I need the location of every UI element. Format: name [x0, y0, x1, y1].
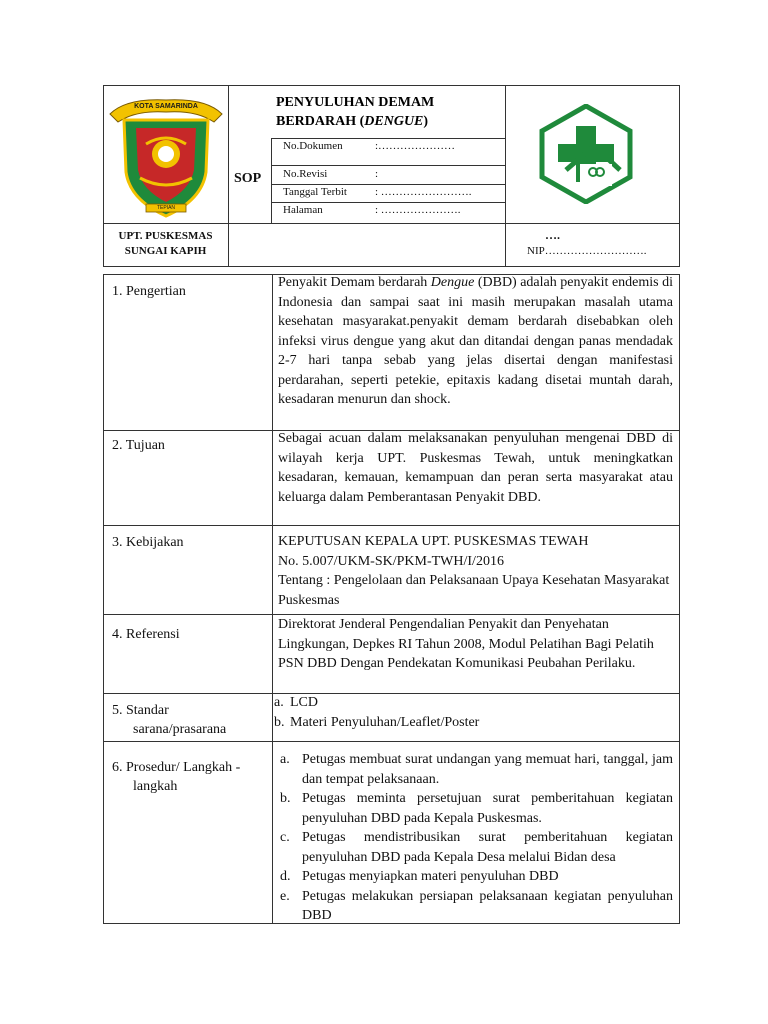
- section-text-referensi: Direktorat Jenderal Pengendalian Penyakit dan Penyehatan Lingkungan, Depkes RI Tahun 2008, Modul Pelatihan Bagi Pelatih PSN DBD Dengan Pendekatan Komunikasi Peubahan Perilaku.: [278, 617, 654, 671]
- section-label-kebijakan: 3. Kebijakan: [112, 535, 184, 550]
- header-rule-field-2: [271, 184, 505, 185]
- header-divider-2: [505, 85, 506, 267]
- field-tanggal-value: : …………………….: [375, 186, 472, 198]
- pengertian-text-2: (DBD) adalah penyakit endemis di Indonesia dan sampai saat ini masih merupakan masalah utama kesehatan masyarakat.penyakit demam berdarah disebabkan oleh infeksi virus dengue yang akut dan ditandai dengan panas mendadak 2-7 hari tanpa sebab yang jelas disertai dengan manifestasi perdarahan, seperti petekie, epitaxis kadang disetai muntah darah, kesadaran menurun dan shock.: [278, 275, 673, 407]
- field-halaman-label: Halaman: [283, 204, 323, 216]
- list-item: [280, 867, 673, 887]
- unit-name-line-2: SUNGAI KAPIH: [124, 245, 207, 257]
- field-no-revisi-label: No.Revisi: [283, 168, 328, 180]
- section-label-prosedur: [112, 758, 240, 796]
- field-no-dokumen-label: No.Dokumen: [283, 140, 343, 152]
- section-text-pengertian: [278, 273, 673, 410]
- body-column-divider: [272, 274, 273, 924]
- city-emblem: [106, 92, 226, 222]
- field-halaman-value: : ………………….: [375, 204, 461, 216]
- section-label-pengertian: 1. Pengertian: [112, 284, 186, 299]
- prosedur-label-line-1: 6. Prosedur/ Langkah -: [112, 760, 241, 775]
- kebijakan-line-2: No. 5.007/UKM-SK/PKM-TWH/I/2016: [278, 553, 504, 569]
- standar-label-line-2: sarana/prasarana: [133, 722, 227, 737]
- list-marker: e.: [280, 888, 290, 904]
- unit-name-line-1: UPT. PUSKESMAS: [118, 230, 213, 242]
- list-text: Petugas mendistribusikan surat pemberitahuan kegiatan penyuluhan DBD pada Kepala Desa melalui Bidan desa: [302, 830, 673, 865]
- sop-label: SOP: [234, 171, 262, 186]
- signature-name: ….: [545, 228, 560, 242]
- list-item: [280, 789, 673, 828]
- header-rule-title: [271, 138, 505, 139]
- list-marker: c.: [280, 830, 290, 845]
- row-rule-2: [103, 525, 680, 526]
- list-text: LCD: [290, 695, 318, 710]
- title-italic: DENGUE: [364, 114, 424, 129]
- list-text: Petugas menyiapkan materi penyuluhan DBD: [302, 869, 559, 884]
- list-marker: a.: [274, 695, 284, 710]
- list-marker: b.: [280, 791, 291, 806]
- header-divider-1: [228, 85, 229, 267]
- field-tanggal-label: Tanggal Terbit: [283, 186, 347, 198]
- emblem-text: KOTA SAMARINDA: [134, 103, 198, 110]
- title-suffix: ): [423, 114, 429, 129]
- field-no-revisi-value: :: [375, 168, 379, 180]
- header-rule-bottom: [103, 223, 680, 224]
- section-label-tujuan: 2. Tujuan: [112, 438, 165, 453]
- header-divider-sop: [271, 138, 272, 223]
- unit-name: [103, 229, 228, 259]
- page-title: [276, 93, 456, 131]
- prosedur-list: [280, 750, 673, 926]
- section-label-referensi: 4. Referensi: [112, 627, 180, 642]
- section-text-kebijakan: [278, 532, 673, 610]
- nip-field: NIP……………………….: [527, 245, 647, 257]
- list-marker: b.: [274, 714, 285, 730]
- list-item: [280, 828, 673, 867]
- kebijakan-line-3: Tentang : Pengelolaan dan Pelaksanaan Upaya Kesehatan Masyarakat Puskesmas: [278, 573, 670, 608]
- title-prefix: BERDARAH (: [276, 114, 365, 129]
- pengertian-text-1: Penyakit Demam berdarah: [278, 275, 431, 290]
- header-rule-field-3: [271, 202, 505, 203]
- list-item: [280, 887, 673, 926]
- row-rule-5: [103, 741, 680, 742]
- list-marker: a.: [280, 752, 290, 767]
- list-marker: d.: [280, 869, 291, 884]
- list-item: [274, 693, 674, 713]
- list-text: Petugas melakukan persiapan pelaksanaan kegiatan penyuluhan DBD: [302, 888, 673, 923]
- prosedur-label-line-2: langkah: [133, 779, 178, 794]
- list-item: [274, 713, 674, 733]
- list-text: Petugas meminta persetujuan surat pemberitahuan kegiatan penyuluhan DBD pada Kepala Puskesmas.: [302, 791, 673, 826]
- section-text-tujuan: Sebagai acuan dalam melaksanakan penyuluhan mengenai DBD di wilayah kerja UPT. Puskesmas Tewah, untuk meningkatkan kesadaran, kemauan, kemampuan dan peran serta masyarakat atau keluarga dalam Pemberantasan Penyakit DBD.: [278, 431, 673, 505]
- standar-list: [274, 693, 674, 732]
- pengertian-text-italic: Dengue: [430, 275, 475, 290]
- section-label-standar: [112, 701, 226, 739]
- kebijakan-line-1: KEPUTUSAN KEPALA UPT. PUSKESMAS TEWAH: [278, 534, 589, 549]
- emblem-ribbon-text: TEPIAN: [156, 205, 176, 211]
- list-text: Materi Penyuluhan/Leaflet/Poster: [290, 714, 480, 730]
- puskesmas-logo: [538, 104, 634, 204]
- list-text: Petugas membuat surat undangan yang memuat hari, tanggal, jam dan tempat pelaksanaan.: [302, 752, 673, 787]
- title-line-1: PENYULUHAN DEMAM: [276, 95, 435, 110]
- title-line-2: [276, 112, 456, 131]
- header-rule-field-1: [271, 165, 505, 166]
- list-item: [280, 750, 673, 789]
- field-no-dokumen-value: :…………………: [375, 140, 456, 152]
- standar-label-line-1: 5. Standar: [112, 703, 169, 718]
